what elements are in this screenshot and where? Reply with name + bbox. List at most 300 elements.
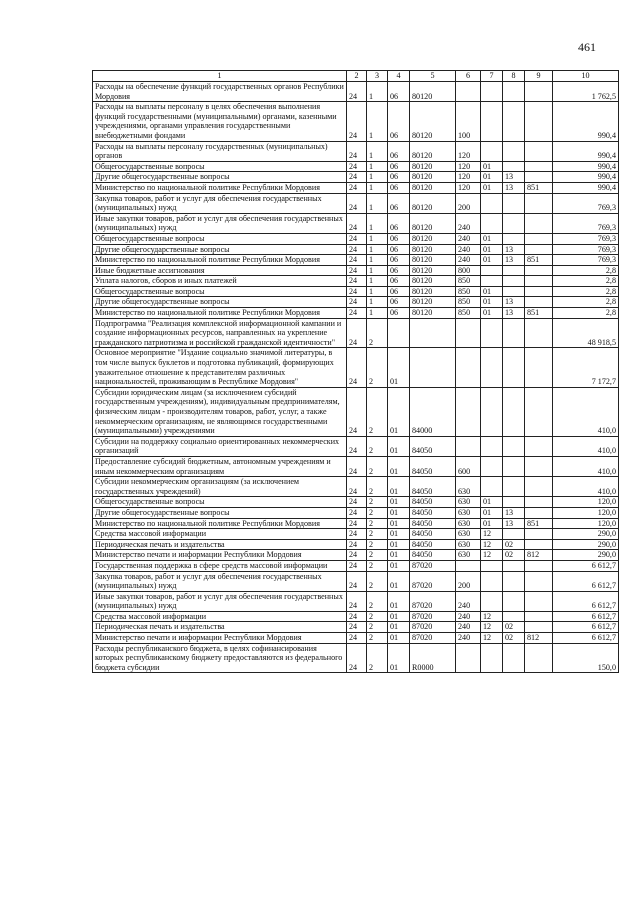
ministry-code-cell [525, 571, 553, 591]
amount-cell: 990,4 [553, 102, 619, 141]
direction-code-cell: 80120 [410, 297, 456, 308]
ministry-code-cell [525, 161, 553, 172]
ministry-code-cell [525, 213, 553, 233]
amount-cell: 1 762,5 [553, 82, 619, 102]
subprogram-code-cell: 1 [367, 265, 388, 276]
table-row [93, 213, 619, 233]
subprogram-code-cell: 2 [367, 497, 388, 508]
event-code-cell: 01 [388, 529, 410, 540]
event-code-cell: 06 [388, 182, 410, 193]
amount-cell: 410,0 [553, 477, 619, 497]
section-code-cell: 24 [347, 643, 367, 673]
table-row [93, 102, 619, 141]
ministry-code-cell [525, 102, 553, 141]
table-row [93, 622, 619, 633]
column-header: 1 [93, 71, 347, 82]
row-name-cell: Субсидии юридическим лицам (за исключением субсидий государственным учреждениям), индивидуальным предпринимателям, физическим лицам - производителям товаров, работ, услуг, а также некоммерческим организациям, не являющимся государственными (муниципальными) учреждениями [93, 387, 347, 436]
direction-code-cell: 80120 [410, 286, 456, 297]
row-name-cell: Закупка товаров, работ и услуг для обеспечения государственных (муниципальных) нужд [93, 571, 347, 591]
row-name-cell: Общегосударственные вопросы [93, 161, 347, 172]
event-code-cell: 06 [388, 265, 410, 276]
direction-code-cell: 80120 [410, 161, 456, 172]
direction-code-cell: 87020 [410, 611, 456, 622]
amount-cell: 769,3 [553, 233, 619, 244]
row-name-cell: Закупка товаров, работ и услуг для обеспечения государственных (муниципальных) нужд [93, 193, 347, 213]
direction-code-cell: 87020 [410, 571, 456, 591]
table-row [93, 611, 619, 622]
chapter-cell: 01 [481, 172, 503, 183]
event-code-cell: 01 [388, 611, 410, 622]
expense-type-cell: 240 [456, 591, 481, 611]
subprogram-code-cell: 1 [367, 161, 388, 172]
subchapter-cell [503, 436, 525, 456]
expense-type-cell [456, 318, 481, 348]
event-code-cell: 01 [388, 571, 410, 591]
ministry-code-cell [525, 82, 553, 102]
chapter-cell [481, 456, 503, 476]
expense-type-cell: 240 [456, 611, 481, 622]
section-code-cell: 24 [347, 255, 367, 266]
subprogram-code-cell: 2 [367, 591, 388, 611]
expense-type-cell: 850 [456, 297, 481, 308]
direction-code-cell: R0000 [410, 643, 456, 673]
expense-type-cell: 800 [456, 265, 481, 276]
direction-code-cell: 84050 [410, 529, 456, 540]
event-code-cell: 01 [388, 518, 410, 529]
ministry-code-cell: 851 [525, 518, 553, 529]
section-code-cell: 24 [347, 550, 367, 561]
subchapter-cell [503, 102, 525, 141]
subprogram-code-cell: 2 [367, 633, 388, 644]
subprogram-code-cell: 2 [367, 643, 388, 673]
subprogram-code-cell: 2 [367, 622, 388, 633]
direction-code-cell: 80120 [410, 233, 456, 244]
row-name-cell: Министерство по национальной политике Республики Мордовия [93, 255, 347, 266]
direction-code-cell [410, 348, 456, 387]
expense-type-cell: 240 [456, 213, 481, 233]
direction-code-cell: 84050 [410, 477, 456, 497]
event-code-cell: 06 [388, 297, 410, 308]
table-body [93, 82, 619, 673]
expense-type-cell [456, 348, 481, 387]
table-row [93, 571, 619, 591]
subchapter-cell: 02 [503, 622, 525, 633]
subprogram-code-cell: 1 [367, 297, 388, 308]
chapter-cell: 01 [481, 297, 503, 308]
chapter-cell [481, 82, 503, 102]
subchapter-cell: 13 [503, 507, 525, 518]
subprogram-code-cell: 2 [367, 436, 388, 456]
ministry-code-cell [525, 611, 553, 622]
row-name-cell: Другие общегосударственные вопросы [93, 244, 347, 255]
table-row [93, 456, 619, 476]
chapter-cell: 12 [481, 529, 503, 540]
section-code-cell: 24 [347, 518, 367, 529]
direction-code-cell: 84050 [410, 456, 456, 476]
section-code-cell: 24 [347, 436, 367, 456]
amount-cell: 6 612,7 [553, 591, 619, 611]
event-code-cell: 01 [388, 643, 410, 673]
ministry-code-cell [525, 265, 553, 276]
table-row [93, 297, 619, 308]
row-name-cell: Предоставление субсидий бюджетным, автономным учреждениям и иным некоммерческим организациям [93, 456, 347, 476]
subchapter-cell: 02 [503, 633, 525, 644]
subchapter-cell [503, 456, 525, 476]
table-row [93, 507, 619, 518]
amount-cell: 410,0 [553, 456, 619, 476]
amount-cell: 990,4 [553, 182, 619, 193]
event-code-cell: 06 [388, 102, 410, 141]
expense-type-cell: 240 [456, 233, 481, 244]
subchapter-cell: 13 [503, 172, 525, 183]
subchapter-cell [503, 643, 525, 673]
section-code-cell: 24 [347, 591, 367, 611]
section-code-cell: 24 [347, 141, 367, 161]
ministry-code-cell [525, 539, 553, 550]
ministry-code-cell [525, 244, 553, 255]
ministry-code-cell [525, 622, 553, 633]
row-name-cell: Средства массовой информации [93, 611, 347, 622]
row-name-cell: Общегосударственные вопросы [93, 286, 347, 297]
amount-cell: 769,3 [553, 255, 619, 266]
amount-cell: 6 612,7 [553, 633, 619, 644]
direction-code-cell: 87020 [410, 622, 456, 633]
event-code-cell: 06 [388, 82, 410, 102]
event-code-cell: 06 [388, 276, 410, 287]
direction-code-cell: 84000 [410, 387, 456, 436]
expense-type-cell: 200 [456, 193, 481, 213]
section-code-cell: 24 [347, 456, 367, 476]
expense-type-cell: 200 [456, 571, 481, 591]
chapter-cell [481, 318, 503, 348]
chapter-cell: 01 [481, 286, 503, 297]
table-header-row [93, 71, 619, 82]
chapter-cell: 01 [481, 497, 503, 508]
subprogram-code-cell: 1 [367, 308, 388, 319]
amount-cell: 290,0 [553, 529, 619, 540]
chapter-cell [481, 643, 503, 673]
subchapter-cell [503, 560, 525, 571]
amount-cell: 2,8 [553, 265, 619, 276]
row-name-cell: Иные бюджетные ассигнования [93, 265, 347, 276]
expense-type-cell: 850 [456, 276, 481, 287]
event-code-cell: 01 [388, 550, 410, 561]
subchapter-cell [503, 286, 525, 297]
subprogram-code-cell: 2 [367, 560, 388, 571]
expense-type-cell: 630 [456, 518, 481, 529]
column-header: 7 [481, 71, 503, 82]
row-name-cell: Уплата налогов, сборов и иных платежей [93, 276, 347, 287]
subchapter-cell [503, 193, 525, 213]
expense-type-cell: 850 [456, 308, 481, 319]
table-row [93, 255, 619, 266]
expense-type-cell: 600 [456, 456, 481, 476]
event-code-cell: 06 [388, 244, 410, 255]
amount-cell: 2,8 [553, 297, 619, 308]
row-name-cell: Средства массовой информации [93, 529, 347, 540]
subchapter-cell [503, 233, 525, 244]
direction-code-cell: 84050 [410, 497, 456, 508]
direction-code-cell: 80120 [410, 102, 456, 141]
subprogram-code-cell: 1 [367, 276, 388, 287]
subprogram-code-cell: 1 [367, 286, 388, 297]
section-code-cell: 24 [347, 265, 367, 276]
section-code-cell: 24 [347, 297, 367, 308]
table-row [93, 161, 619, 172]
amount-cell: 990,4 [553, 172, 619, 183]
section-code-cell: 24 [347, 102, 367, 141]
column-header: 2 [347, 71, 367, 82]
ministry-code-cell [525, 297, 553, 308]
amount-cell: 120,0 [553, 507, 619, 518]
ministry-code-cell [525, 477, 553, 497]
section-code-cell: 24 [347, 161, 367, 172]
direction-code-cell: 80120 [410, 141, 456, 161]
ministry-code-cell [525, 193, 553, 213]
chapter-cell: 01 [481, 518, 503, 529]
subchapter-cell [503, 82, 525, 102]
amount-cell: 150,0 [553, 643, 619, 673]
row-name-cell: Расходы республиканского бюджета, в целях софинансирования которых республиканскому бюджету предоставляются из федерального бюджета субсидии [93, 643, 347, 673]
expense-type-cell: 630 [456, 550, 481, 561]
subprogram-code-cell: 1 [367, 255, 388, 266]
table-row [93, 244, 619, 255]
table-row [93, 318, 619, 348]
event-code-cell: 01 [388, 387, 410, 436]
subchapter-cell [503, 591, 525, 611]
subchapter-cell [503, 276, 525, 287]
subprogram-code-cell: 2 [367, 611, 388, 622]
table-row [93, 193, 619, 213]
amount-cell: 410,0 [553, 387, 619, 436]
section-code-cell: 24 [347, 497, 367, 508]
subprogram-code-cell: 1 [367, 244, 388, 255]
chapter-cell [481, 477, 503, 497]
subprogram-code-cell: 1 [367, 233, 388, 244]
chapter-cell: 01 [481, 255, 503, 266]
row-name-cell: Общегосударственные вопросы [93, 497, 347, 508]
section-code-cell: 24 [347, 622, 367, 633]
subchapter-cell [503, 318, 525, 348]
expense-type-cell: 630 [456, 529, 481, 540]
amount-cell: 7 172,7 [553, 348, 619, 387]
section-code-cell: 24 [347, 182, 367, 193]
subprogram-code-cell: 1 [367, 102, 388, 141]
section-code-cell: 24 [347, 233, 367, 244]
expense-type-cell: 240 [456, 622, 481, 633]
section-code-cell: 24 [347, 193, 367, 213]
expense-type-cell [456, 436, 481, 456]
table-row [93, 141, 619, 161]
expense-type-cell: 630 [456, 477, 481, 497]
ministry-code-cell [525, 286, 553, 297]
event-code-cell: 06 [388, 213, 410, 233]
chapter-cell: 01 [481, 507, 503, 518]
subprogram-code-cell: 1 [367, 172, 388, 183]
section-code-cell: 24 [347, 633, 367, 644]
ministry-code-cell [525, 456, 553, 476]
ministry-code-cell: 851 [525, 308, 553, 319]
row-name-cell: Другие общегосударственные вопросы [93, 297, 347, 308]
row-name-cell: Подпрограмма "Реализация комплексной информационной кампании и создание информационных ресурсов, направленных на укрепление гражданского патриотизма и российской гражданской идентичности" [93, 318, 347, 348]
expense-type-cell: 240 [456, 255, 481, 266]
amount-cell: 2,8 [553, 286, 619, 297]
event-code-cell: 01 [388, 622, 410, 633]
row-name-cell: Расходы на выплаты персоналу государственных (муниципальных) органов [93, 141, 347, 161]
ministry-code-cell [525, 436, 553, 456]
subprogram-code-cell: 1 [367, 141, 388, 161]
expense-type-cell: 630 [456, 539, 481, 550]
amount-cell: 290,0 [553, 550, 619, 561]
section-code-cell: 24 [347, 318, 367, 348]
subprogram-code-cell: 2 [367, 507, 388, 518]
chapter-cell [481, 348, 503, 387]
chapter-cell: 01 [481, 182, 503, 193]
chapter-cell: 01 [481, 161, 503, 172]
direction-code-cell: 80120 [410, 182, 456, 193]
chapter-cell [481, 560, 503, 571]
expense-type-cell: 240 [456, 244, 481, 255]
expense-type-cell: 630 [456, 507, 481, 518]
table-row [93, 477, 619, 497]
subchapter-cell [503, 497, 525, 508]
subprogram-code-cell: 2 [367, 550, 388, 561]
row-name-cell: Министерство по национальной политике Республики Мордовия [93, 518, 347, 529]
chapter-cell [481, 265, 503, 276]
row-name-cell: Другие общегосударственные вопросы [93, 172, 347, 183]
direction-code-cell: 80120 [410, 276, 456, 287]
subchapter-cell: 02 [503, 550, 525, 561]
subprogram-code-cell: 2 [367, 529, 388, 540]
ministry-code-cell [525, 560, 553, 571]
amount-cell: 290,0 [553, 539, 619, 550]
row-name-cell: Основное мероприятие "Издание социально значимой литературы, в том числе выпуск буклетов и подготовка публикаций, формирующих уважительное отношение к представителям различных национальностей, проживающим в Республике Мордовия" [93, 348, 347, 387]
table-row [93, 539, 619, 550]
event-code-cell: 06 [388, 141, 410, 161]
ministry-code-cell: 812 [525, 633, 553, 644]
direction-code-cell: 84050 [410, 436, 456, 456]
event-code-cell: 01 [388, 591, 410, 611]
subchapter-cell: 02 [503, 539, 525, 550]
direction-code-cell: 80120 [410, 308, 456, 319]
subchapter-cell: 13 [503, 518, 525, 529]
ministry-code-cell [525, 591, 553, 611]
section-code-cell: 24 [347, 172, 367, 183]
row-name-cell: Субсидии на поддержку социально ориентированных некоммерческих организаций [93, 436, 347, 456]
row-name-cell: Иные закупки товаров, работ и услуг для обеспечения государственных (муниципальных) нужд [93, 591, 347, 611]
subchapter-cell [503, 161, 525, 172]
table-row [93, 276, 619, 287]
section-code-cell: 24 [347, 213, 367, 233]
event-code-cell: 01 [388, 560, 410, 571]
ministry-code-cell: 851 [525, 182, 553, 193]
amount-cell: 2,8 [553, 276, 619, 287]
column-header: 3 [367, 71, 388, 82]
table-row [93, 591, 619, 611]
amount-cell: 120,0 [553, 518, 619, 529]
event-code-cell: 01 [388, 497, 410, 508]
table-row [93, 643, 619, 673]
event-code-cell: 06 [388, 255, 410, 266]
table-row [93, 633, 619, 644]
table-row [93, 233, 619, 244]
direction-code-cell: 87020 [410, 591, 456, 611]
section-code-cell: 24 [347, 477, 367, 497]
section-code-cell: 24 [347, 244, 367, 255]
direction-code-cell: 80120 [410, 82, 456, 102]
event-code-cell: 01 [388, 507, 410, 518]
row-name-cell: Министерство по национальной политике Республики Мордовия [93, 308, 347, 319]
section-code-cell: 24 [347, 611, 367, 622]
event-code-cell: 01 [388, 348, 410, 387]
table-row [93, 387, 619, 436]
subchapter-cell: 13 [503, 244, 525, 255]
event-code-cell: 06 [388, 233, 410, 244]
subchapter-cell: 13 [503, 182, 525, 193]
subchapter-cell [503, 141, 525, 161]
row-name-cell: Субсидии некоммерческим организациям (за исключением государственных учреждений) [93, 477, 347, 497]
ministry-code-cell [525, 497, 553, 508]
expense-type-cell [456, 387, 481, 436]
table-row [93, 172, 619, 183]
direction-code-cell: 80120 [410, 244, 456, 255]
row-name-cell: Иные закупки товаров, работ и услуг для обеспечения государственных (муниципальных) нужд [93, 213, 347, 233]
row-name-cell: Расходы на выплаты персоналу в целях обеспечения выполнения функций государственными (муниципальными) органами, казенными учреждениями, органами управления государственными внебюджетными фондами [93, 102, 347, 141]
subprogram-code-cell: 1 [367, 182, 388, 193]
chapter-cell: 12 [481, 550, 503, 561]
chapter-cell: 01 [481, 244, 503, 255]
subchapter-cell: 13 [503, 297, 525, 308]
subchapter-cell [503, 477, 525, 497]
direction-code-cell: 84050 [410, 539, 456, 550]
section-code-cell: 24 [347, 387, 367, 436]
event-code-cell: 01 [388, 436, 410, 456]
direction-code-cell: 80120 [410, 213, 456, 233]
ministry-code-cell [525, 387, 553, 436]
event-code-cell: 01 [388, 477, 410, 497]
amount-cell: 6 612,7 [553, 622, 619, 633]
expense-type-cell: 120 [456, 141, 481, 161]
chapter-cell: 12 [481, 539, 503, 550]
chapter-cell [481, 193, 503, 213]
table-row [93, 82, 619, 102]
event-code-cell: 06 [388, 308, 410, 319]
expense-type-cell: 120 [456, 182, 481, 193]
section-code-cell: 24 [347, 560, 367, 571]
page-number: 461 [578, 40, 596, 54]
row-name-cell: Министерство печати и информации Республики Мордовия [93, 550, 347, 561]
subprogram-code-cell: 2 [367, 318, 388, 348]
section-code-cell: 24 [347, 82, 367, 102]
expense-type-cell: 850 [456, 286, 481, 297]
direction-code-cell: 84050 [410, 507, 456, 518]
table-row [93, 529, 619, 540]
table-row [93, 265, 619, 276]
direction-code-cell: 80120 [410, 265, 456, 276]
section-code-cell: 24 [347, 539, 367, 550]
subprogram-code-cell: 2 [367, 348, 388, 387]
expense-type-cell: 120 [456, 161, 481, 172]
subchapter-cell [503, 348, 525, 387]
section-code-cell: 24 [347, 308, 367, 319]
amount-cell: 6 612,7 [553, 560, 619, 571]
subchapter-cell [503, 611, 525, 622]
table-row [93, 308, 619, 319]
chapter-cell: 01 [481, 233, 503, 244]
subchapter-cell: 13 [503, 308, 525, 319]
table-row [93, 348, 619, 387]
subprogram-code-cell: 2 [367, 571, 388, 591]
